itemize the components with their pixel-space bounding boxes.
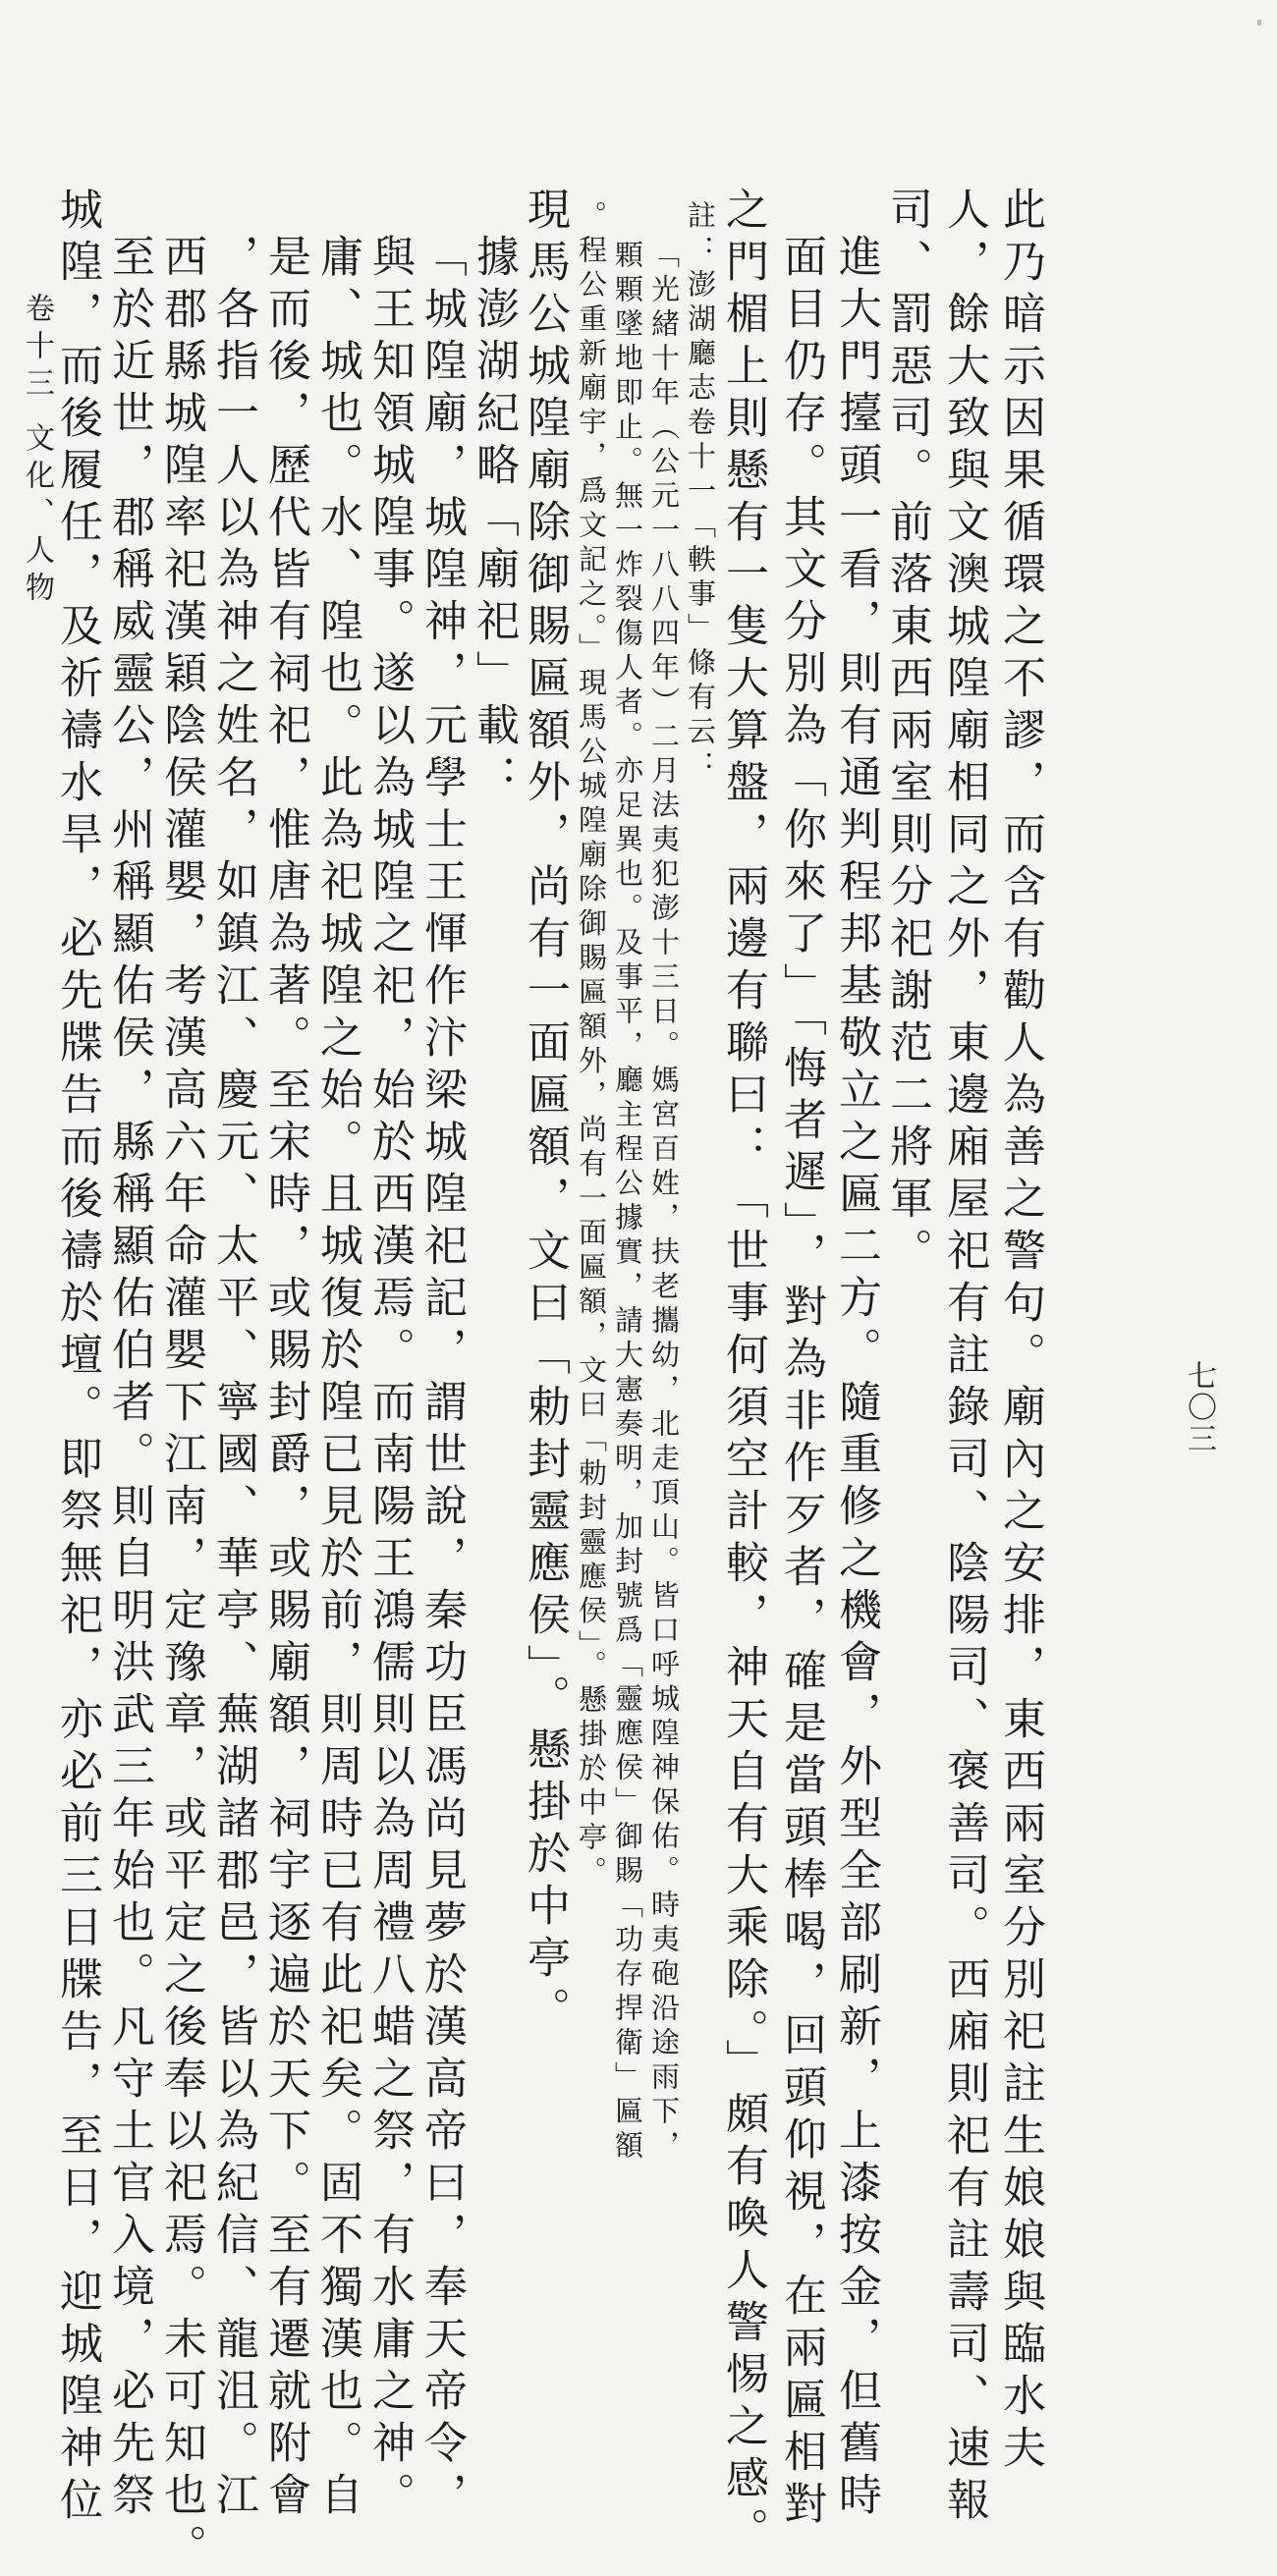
body-column-1: 此乃暗示因果循環之不謬，而含有勸人為善之警句。廟內之安排，東西兩室分別祀註生娘娘與臨水夫 [995,187,1045,2477]
body-column-3: 司、罰惡司。前落東西兩室則分祀謝范二將軍。 [882,187,932,1280]
body-column-5: 面目仍存。其文分別為「你來了」「悔者遲」，對為非作歹者，確是當頭棒喝，回頭仰視，在兩匾相對 [776,234,826,2533]
body-column-12: 是而後，歷代皆有祠祀，惟唐為著。至宋時，或賜封爵，或賜廟額，祠宇逐遍於天下。至有遷就附會 [260,234,310,2524]
body-column-9: 「城隍廟，城隍神，元學士王惲作汴梁城隍祀記，謂世說，秦功臣馮尚見夢於漢高帝曰，奉天帝令， [416,234,467,2524]
page-number: 七〇三 [1182,1360,1216,1454]
body-column-15: 至於近世，郡稱威靈公，州稱顯佑侯，縣稱顯佑伯者。則自明洪武三年始也。凡守土官入境，必先祭 [104,234,154,2524]
footnote-column-4: 。程公重新廟宇，爲文記之。」現馬公城隍廟除御賜匾額外，尚有一面匾額，文曰「勅封靈應侯」。懸掛於中亭。 [575,200,608,1891]
body-column-14: 西郡縣城隍率祀漢穎陰侯灌嬰，考漢高六年命灌嬰下江南，定豫章，或平定之後奉以祀焉。未可知也。 [156,234,206,2576]
body-column-4: 進大門擡頭一看，則有通判程邦基敬立之匾二方。隨重修之機會，外型全部刷新，上漆按金，但舊時 [831,234,881,2524]
body-column-13: ，各指一人以為神之姓名，如鎮江、慶元、太平、寧國、華亭、蕪湖諸郡邑，皆以為紀信、龍沮。江 [208,234,258,2524]
body-column-6: 之門楣上則懸有一隻大算盤，兩邊有聯曰：「世事何須空計較，神天自有大乘除。」頗有喚人警惕之感。 [718,187,768,2559]
body-column-16: 城隍，而後履任，及祈禱水旱，必先牒告而後禱於壇。即祭無祀，亦必前三日牒告，至日，迎城隍神位 [52,187,102,2529]
body-column-2: 人，餘大致與文澳城隍廟相同之外，東邊廂屋祀有註錄司、陰陽司、褒善司。西廂則祀有註壽司、速報 [939,187,989,2529]
section-title: 文化、人物 [20,422,54,609]
body-column-10: 與王知領城隍事。遂以為城隍之祀，始於西漢焉。而南陽王鴻儒則以為周禮八蜡之祭，有水庸之神。 [364,234,415,2524]
footnote-column-2: 「光緒十年（公元一八八四年）二月法夷犯澎十三日。媽宮百姓，扶老攜幼，北走頂山。皆口呼城隍神保佑。時夷砲沿途雨下， [647,240,681,2165]
body-column-8: 據澎湖紀略「廟祀」載： [469,234,519,806]
scan-speck [1257,20,1261,26]
footnote-column-3: 顆顆墜地即止。無一炸裂傷人者。亦足異也。及事平，廳主程公據實，請大憲奏明，加封號爲「靈應侯」御賜「功存捍衛」匾額 [611,240,644,2165]
footnote-column-1: 註：澎湖廳志卷十一「軼事」條有云： [684,200,717,785]
body-column-11: 庸、城也。水、隍也。此為祀城隍之始。且城復於隍已見於前，則周時已有此祀矣。固不獨漢也。自 [312,234,362,2524]
section-label: 卷十三 [20,293,54,405]
body-column-7: 現馬公城隍廟除御賜匾額外，尚有一面匾額，文曰「勅封靈應侯」。懸掛於中亭。 [520,187,570,2039]
